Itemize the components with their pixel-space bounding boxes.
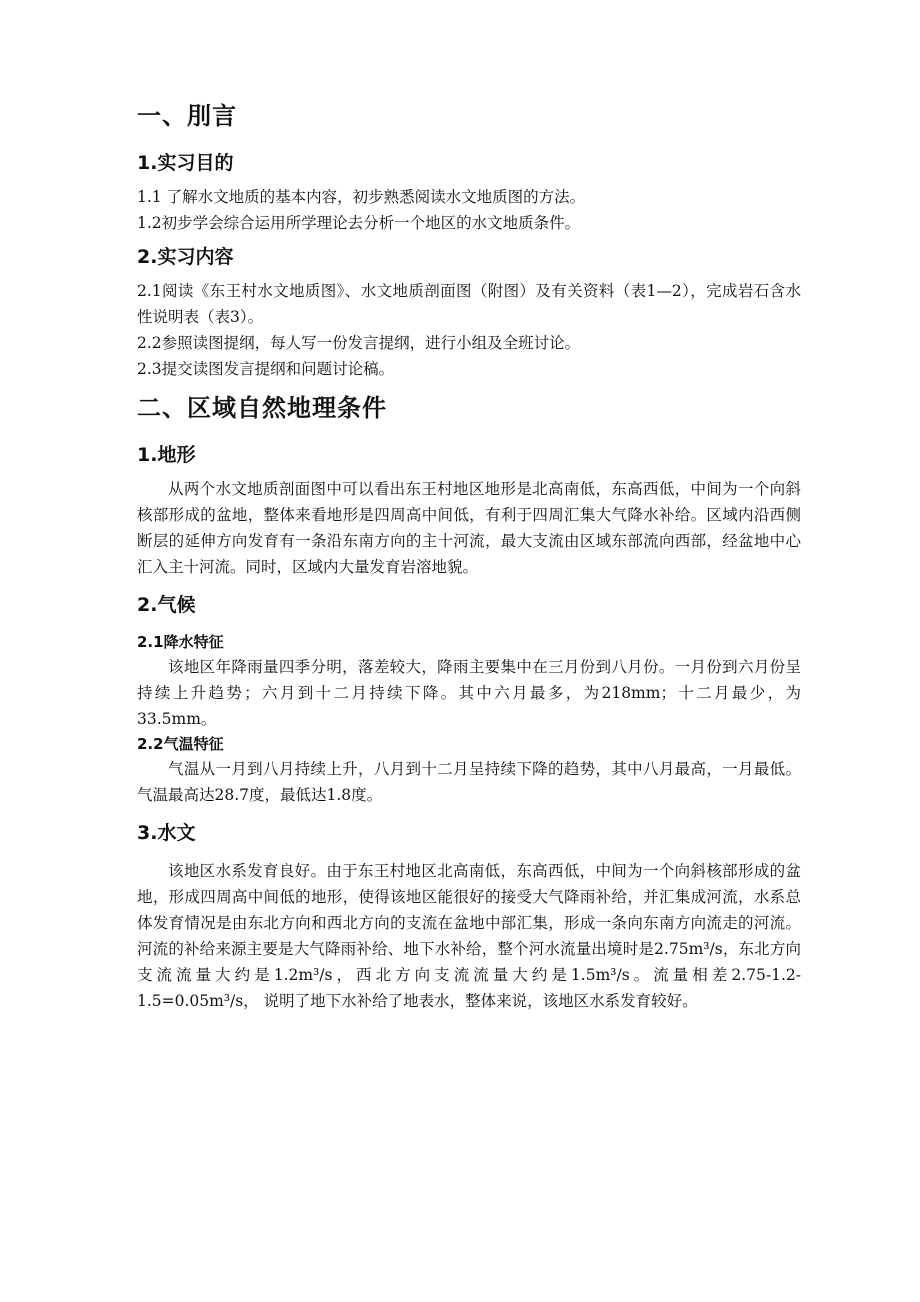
subheading-hydrology: 3.水文 [137,822,196,844]
hydrology-paragraph: 该地区水系发育良好。由于东王村地区北高南低，东高西低，中间为一个向斜核部形成的盆地，形成四周高中间低的地形，使得该地区能很好的接受大气降雨补给，并汇集成河流，水系总体发育情况是由东北方向和西北方向的支流在盆地中部汇集，形成一条向东南方向流走的河流。河流的补给来源主要是大气降雨补给、地下水补给，整个河水流量出境时是2.75m³/s，东北方向支流流量大约是1.2m³/s，西北方向支流流量大约是1.5m³/s。流量相差2.75-1.2-1.5=0.05m³/s， 说明了地下水补给了地表水，整体来说，该地区水系发育较好。 [137,862,801,1010]
content-item-3: 2.3提交读图发言提纲和问题讨论稿。 [137,360,395,378]
subheading-climate: 2.气候 [137,594,196,616]
subheading-temperature: 2.2气温特征 [137,735,224,753]
subheading-content: 2.实习内容 [137,246,234,268]
content-item-1: 2.1阅读《东王村水文地质图》、水文地质剖面图（附图）及有关资料（表1—2），完成岩石含水性说明表（表3）。 [137,282,801,326]
temperature-paragraph: 气温从一月到八月持续上升，八月到十二月呈持续下降的趋势，其中八月最高，一月最低。气温最高达28.7度，最低达1.8度。 [137,760,801,804]
subheading-terrain: 1.地形 [137,444,196,466]
terrain-paragraph: 从两个水文地质剖面图中可以看出东王村地区地形是北高南低，东高西低，中间为一个向斜核部形成的盆地，整体来看地形是四周高中间低，有利于四周汇集大气降水补给。区域内沿西侧断层的延伸方向发育有一条沿东南方向的主十河流，最大支流由区域东部流向西部，经盆地中心汇入主十河流。同时，区域内大量发育岩溶地貌。 [137,480,801,576]
subheading-purpose: 1.实习目的 [137,152,234,174]
purpose-item-1: 1.1 了解水文地质的基本内容，初步熟悉阅读水文地质图的方法。 [137,188,586,206]
section-heading-preface: 一、刖言 [137,102,237,130]
precipitation-paragraph: 该地区年降雨量四季分明，落差较大，降雨主要集中在三月份到八月份。一月份到六月份呈持续上升趋势；六月到十二月持续下降。其中六月最多，为218mm；十二月最少，为33.5mm。 [137,658,801,728]
section-heading-geography: 二、区域自然地理条件 [137,394,387,422]
content-item-2: 2.2参照读图提纲，每人写一份发言提纲，进行小组及全班讨论。 [137,334,581,352]
purpose-item-2: 1.2初步学会综合运用所学理论去分析一个地区的水文地质条件。 [137,214,581,232]
subheading-precipitation: 2.1降水特征 [137,633,224,651]
document-page [137,96,801,1014]
